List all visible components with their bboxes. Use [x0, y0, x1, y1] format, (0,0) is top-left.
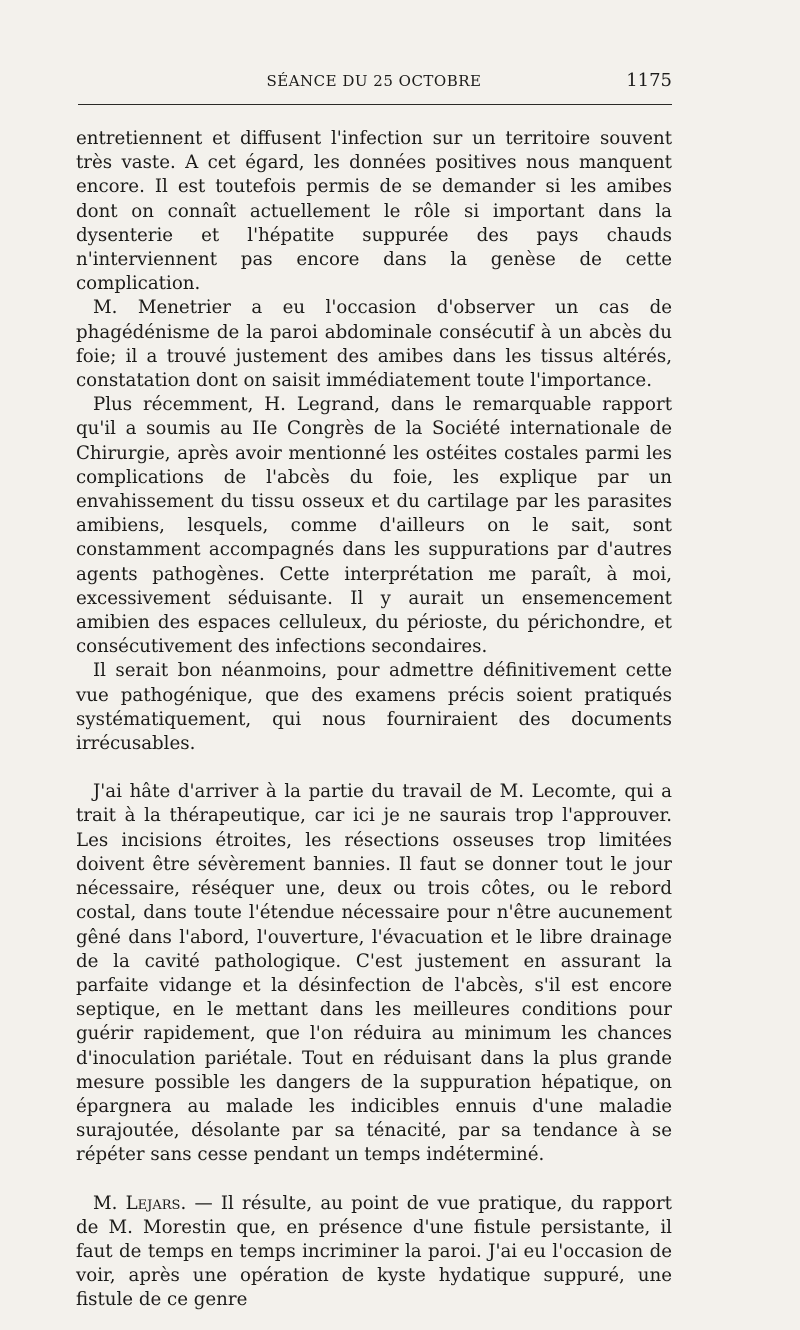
page-number: 1175 [626, 70, 672, 91]
speaker-prefix: M. [93, 1192, 126, 1214]
speaker-name: Lejars [125, 1192, 181, 1214]
speaker-text: . — Il résulte, au point de vue pratique, du rapport de M. Morestin que, en présence d'une fistule persistante, il faut de temps en temps incriminer la paroi. J'ai eu l'occasion de voir, après une opération de kyste hydatique suppuré, une fistule de ce genre [76, 1192, 672, 1311]
paragraph-continuation: entretiennent et diffusent l'infection sur un territoire souvent très vaste. A cet égard, les données positives nous manquent encore. Il est toutefois permis de se demander si les amibes dont on connaît actuellement le rôle si important dans la dysenterie et l'hépatite suppurée des pays chauds n'interviennent pas encore dans la genèse de cette complication. [76, 128, 672, 295]
paragraph-pathogenic-view: Il serait bon néanmoins, pour admettre définitivement cette vue pathogénique, que des examens précis soient pratiqués systématiquement, qui nous fourniraient des documents irrécusables. [76, 660, 672, 755]
header-rule [78, 104, 672, 105]
paragraph-menetrier: M. Menetrier a eu l'occasion d'observer un cas de phagédénisme de la paroi abdominale consécutif à un abcès du foie; il a trouvé justement des amibes dans les tissus altérés, constatation dont on saisit immédiatement toute l'importance. [76, 297, 672, 392]
running-title: SÉANCE DU 25 OCTOBRE [266, 72, 482, 90]
running-head [76, 68, 672, 98]
paragraph-lejars [76, 1192, 672, 1313]
section-gap [76, 1168, 672, 1192]
paragraph-legrand: Plus récemment, H. Legrand, dans le remarquable rapport qu'il a soumis au IIe Congrès de la Société internationale de Chirurgie, après avoir mentionné les ostéites costales parmi les complications de l'abcès du foie, les explique par un envahissement du tissu osseux et du cartilage par les parasites amibiens, lesquels, comme d'ailleurs on le sait, sont constamment accompagnés dans les suppurations par d'autres agents pathogènes. Cette interprétation me paraît, à moi, excessivement séduisante. Il y aurait un ensemencement amibien des espaces celluleux, du périoste, du périchondre, et consécutivement des infections secondaires. [76, 394, 672, 658]
paragraph-therapeutics: J'ai hâte d'arriver à la partie du travail de M. Lecomte, qui a trait à la thérapeutique, car ici je ne saurais trop l'approuver. Les incisions étroites, les résections osseuses trop limitées doivent être sévèrement bannies. Il faut se donner tout le jour nécessaire, réséquer une, deux ou trois côtes, ou le rebord costal, dans toute l'étendue nécessaire pour n'être aucunement gêné dans l'abord, l'ouverture, l'évacuation et le libre drainage de la cavité pathologique. C'est justement en assurant la parfaite vidange et la désinfection de l'abcès, s'il est encore septique, en le mettant dans les meilleures conditions pour guérir rapidement, que l'on réduira au minimum les chances d'inoculation pariétale. Tout en réduisant dans la plus grande mesure possible les dangers de la suppuration hépatique, on épargnera au malade les indicibles ennuis d'une maladie surajoutée, désolante par sa ténacité, par sa tendance à se répéter sans cesse pendant un temps indéterminé. [76, 781, 672, 1166]
section-gap [76, 756, 672, 780]
body-text [76, 127, 672, 1313]
